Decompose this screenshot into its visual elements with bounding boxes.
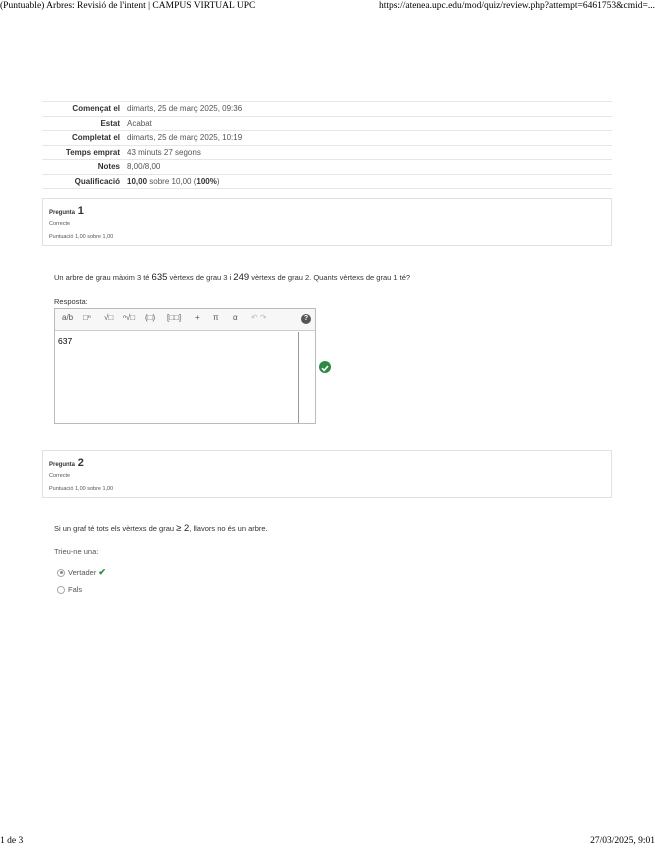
print-date: 27/03/2025, 9:01	[590, 836, 655, 846]
grade-out-of: sobre 10,00 (	[147, 176, 197, 186]
question-2-text	[54, 523, 268, 534]
option-label: Vertader	[68, 568, 97, 577]
question-1-text	[54, 272, 410, 283]
radio-false[interactable]	[57, 586, 65, 594]
qtext-part: Un arbre de grau màxim 3 té	[54, 273, 152, 282]
pi-button[interactable]: π	[213, 313, 219, 322]
summary-value: dimarts, 25 de març 2025, 09:36	[127, 104, 243, 114]
attempt-summary-table	[42, 101, 612, 189]
matrix-button[interactable]: [□□]	[167, 313, 182, 322]
summary-label: Començat el	[72, 104, 120, 114]
page-number: 1 de 3	[0, 836, 24, 846]
summary-value	[127, 174, 612, 189]
correct-check-icon	[319, 361, 331, 373]
print-header	[0, 0, 655, 14]
parentheses-button[interactable]: (□)	[145, 313, 156, 322]
undo-redo-buttons[interactable]: ↶ ↷	[251, 313, 267, 322]
qtext-part: , llavors no és un arbre.	[189, 524, 268, 533]
summary-value: Acabat	[127, 118, 152, 128]
option-true[interactable]	[57, 567, 106, 578]
summary-label: Estat	[100, 118, 120, 128]
question-grade: Puntuació 1,00 sobre 1,00	[49, 234, 114, 240]
help-icon[interactable]: ?	[301, 314, 311, 324]
qtext-condition: ≥ 2	[176, 523, 190, 534]
sqrt-button[interactable]: √□	[104, 313, 114, 322]
greek-button[interactable]: α	[233, 313, 238, 322]
question-number-value: 2	[77, 457, 84, 469]
qtext-part: vèrtexs de grau 2. Quants vèrtexs de grau 1 té?	[249, 273, 411, 282]
summary-row	[42, 131, 612, 146]
print-footer	[0, 834, 655, 848]
summary-label: Completat el	[71, 133, 120, 143]
summary-label: Qualificació	[74, 176, 120, 186]
nth-root-button[interactable]: ⁿ√□	[123, 313, 136, 322]
operators-button[interactable]: +	[195, 313, 200, 322]
summary-row	[42, 160, 612, 175]
answer-label: Resposta:	[54, 297, 88, 306]
question-label: Pregunta	[49, 210, 76, 216]
question-number	[49, 205, 605, 217]
power-button[interactable]: □ⁿ	[83, 313, 91, 322]
question-grade: Puntuació 1,00 sobre 1,00	[49, 486, 114, 492]
editor-scrollbar[interactable]	[298, 332, 315, 423]
fraction-button[interactable]: a/b	[62, 313, 74, 322]
summary-value: dimarts, 25 de març 2025, 10:19	[127, 133, 243, 143]
final-grade: 10,00	[127, 176, 148, 186]
question-label: Pregunta	[49, 462, 76, 468]
qtext-number: 249	[233, 272, 250, 283]
qtext-part: vèrtexs de grau 3 i	[167, 273, 234, 282]
grade-close: )	[216, 176, 220, 186]
radio-true[interactable]	[57, 569, 65, 577]
question-number	[49, 457, 605, 469]
question-number-value: 1	[77, 205, 84, 217]
summary-value: 43 minuts 27 segons	[127, 147, 201, 157]
summary-row	[42, 116, 612, 131]
question-state: Correcte	[49, 473, 71, 479]
math-toolbar	[55, 309, 315, 331]
choose-one-label: Trieu-ne una:	[54, 547, 99, 556]
summary-label: Temps emprat	[65, 147, 120, 157]
qtext-part: Si un graf té tots els vèrtexs de grau	[54, 524, 177, 533]
print-page-url: https://atenea.upc.edu/mod/quiz/review.php?attempt=6461753&cmid=...	[378, 1, 655, 11]
summary-row	[42, 145, 612, 160]
print-page-title: (Puntuable) Arbres: Revisió de l'intent | CAMPUS VIRTUAL UPC	[0, 1, 256, 11]
option-false[interactable]	[57, 585, 82, 594]
question-1-info	[42, 198, 612, 246]
math-answer-editor[interactable]	[54, 308, 316, 424]
summary-value: 8,00/8,00	[127, 162, 161, 172]
answer-input[interactable]: 637	[58, 336, 73, 346]
summary-row	[42, 174, 612, 189]
option-label: Fals	[68, 585, 83, 594]
summary-row	[42, 102, 612, 117]
qtext-number: 635	[151, 272, 168, 283]
correct-check-icon: ✔	[98, 567, 106, 577]
question-2-info	[42, 450, 612, 498]
question-state: Correcte	[49, 221, 71, 227]
grade-percent: 100%	[196, 176, 217, 186]
summary-label: Notes	[97, 162, 120, 172]
